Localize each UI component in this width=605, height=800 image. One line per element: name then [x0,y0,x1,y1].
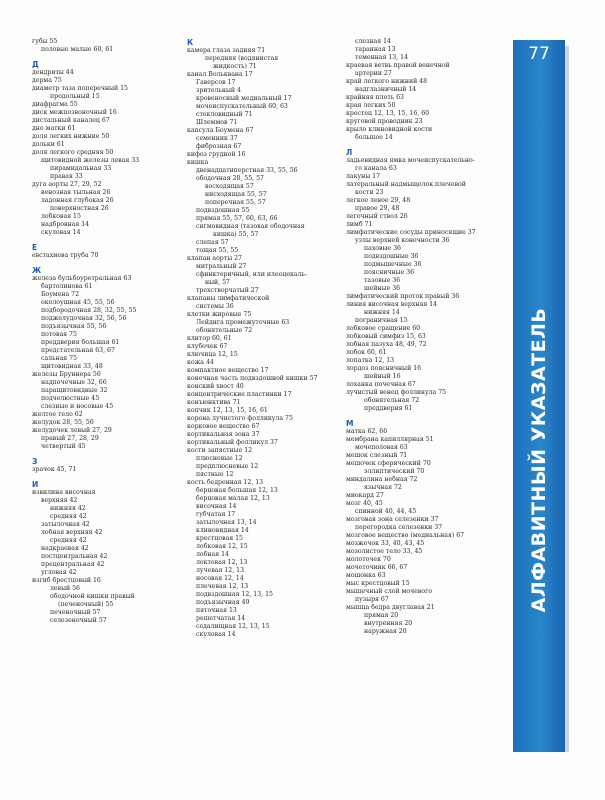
index-entry: венозная тыльная 26 [41,189,111,196]
index-entry: канал Вольквана 17 [187,71,253,78]
index-entry: берцовая малая 12, 13 [196,495,270,502]
index-entry: дендриты 44 [32,69,74,76]
index-entry: (печеночный) 55 [58,601,114,608]
index-entry: плюсневые 12 [196,455,243,462]
index-entry: подбородочная 28, 32, 55, 55 [41,307,137,314]
index-entry: мозг 40, 45 [346,500,383,507]
index-entry: артерии 27 [355,70,392,77]
index-letter-heading: К [187,38,194,47]
index-entry: мочеполовая 63 [355,444,408,451]
index-entry: большое 14 [355,134,393,141]
index-entry: лимфатический проток правый 36 [346,293,460,300]
index-entry: седалищная 12, 13, 15 [196,623,270,630]
index-entry: ладьевидная ямка мочеиспускательно- [346,157,475,164]
index-entry: лобковая 12, 15 [196,543,248,550]
index-entry: околоушная 45, 55, 56 [41,299,115,306]
index-entry: го канала 63 [355,165,397,172]
index-entry: латеральный надмыщелок плечевой [346,181,466,188]
index-entry: четвертый 45 [41,443,86,450]
index-entry: Лейдига промежуточные 63 [196,319,290,326]
index-entry: подвздошная 12, 13, 15 [196,591,273,598]
index-entry: клиновидная 14 [196,527,249,534]
section-title: АЛФАВИТНЫЙ УКАЗАТЕЛЬ [528,307,550,613]
index-entry: лучистый венец фолликула 75 [346,389,447,396]
index-entry: подмышечные 36 [364,261,422,268]
index-entry: крайняя плоть 63 [346,94,404,101]
index-entry: тазовые 36 [364,277,401,284]
index-entry: теменная 13, 14 [355,54,409,61]
index-entry: дерма 75 [32,77,62,84]
index-entry: пяточная 13 [196,607,237,614]
index-entry: слезные и носовые 45 [41,403,114,410]
index-letter-heading: З [32,457,38,466]
index-entry: доля легкого средняя 50 [32,149,114,156]
index-entry: лобная верхняя 42 [41,529,103,536]
index-entry: железы Бруннера 56 [32,371,101,378]
index-entry: диафрагма 55 [32,101,78,108]
index-entry: ладонная глубокая 26 [41,197,114,204]
index-entry: лимфатические сосуды приносящие 37 [346,229,476,236]
index-entry: ободочная 28, 55, 57 [196,175,264,182]
index-entry: трехстворчатый 27 [196,287,259,294]
index-entry: потовая 75 [41,331,77,338]
index-entry: кишка) 55, 57 [213,231,259,238]
index-entry: щитовидная 33, 48 [41,363,103,370]
index-entry: лобная 14 [196,551,229,558]
index-entry: наружная 20 [364,628,407,635]
index-entry: краевая ветвь правой венечной [346,62,450,69]
index-entry: железа бульбоуретральная 63 [32,275,132,282]
index-entry: мешок слезный 71 [346,452,408,459]
index-entry: поджелудочная 32, 56, 56 [41,315,127,322]
index-entry: внутренняя 20 [364,620,413,627]
index-entry: диаметр таза поперечный 15 [32,85,128,92]
index-entry: селезеночный 57 [50,617,107,624]
index-entry: клапан аорты 27 [187,255,242,262]
index-entry: края легких 50 [346,102,396,109]
index-entry: надкраевая 42 [41,545,89,552]
index-entry: сигмовидная (тазовая ободочная [196,223,305,230]
index-entry: подъязычная 55, 56 [41,323,107,330]
index-entry: преддверия большая 61 [41,339,120,346]
index-entry: пястные 12 [196,471,234,478]
index-entry: молоточек 70 [346,556,391,563]
index-entry: мешочек сферический 70 [346,460,431,467]
index-entry: обонятельная 72 [364,397,420,404]
index-entry: ключица 12, 15 [187,351,238,358]
index-entry: кожа 44 [187,359,214,366]
index-entry: желудок 28, 55, 56 [32,419,94,426]
index-entry: митральный 27 [196,263,247,270]
index-entry: затылочная 13, 14 [196,519,257,526]
index-entry: корковое вещество 67 [187,423,260,430]
index-entry: плечевая 12, 13 [196,583,249,590]
index-entry: лобная пазуха 48, 49, 72 [346,341,427,348]
index-entry: дно матки 61 [32,125,76,132]
index-entry: крыло клиновидной кости [346,126,433,133]
index-entry: преддверия 61 [364,405,413,412]
index-letter-heading: М [346,419,354,428]
index-entry: фиброзная 67 [196,143,242,150]
index-entry: конский хвост 40 [187,383,244,390]
index-entry: лучевая 12, 13 [196,567,245,574]
index-entry: губы 55 [32,38,58,45]
index-letter-heading: Д [32,60,39,69]
index-entry: средняя 42 [50,513,87,520]
index-entry: лобковая 15 [41,213,81,220]
index-entry: конъюнктива 71 [187,399,241,406]
index-entry: передняя (водянистая [205,55,279,62]
index-entry: миндалина небная 72 [346,476,418,483]
index-entry: продольный 15 [50,93,100,100]
index-entry: зрительный 4 [196,87,241,94]
index-entry: клетки жировые 75 [187,311,252,318]
index-entry: мембрана капиллярная 51 [346,436,434,443]
index-entry: мошонка 63 [346,572,386,579]
index-entry: матка 62, 66 [346,428,388,435]
index-entry: зрачок 45, 71 [32,466,77,473]
index-entry: пузыря 67 [355,596,389,603]
index-entry: кортикальный фолликул 37 [187,439,278,446]
index-entry: лобковый симфиз 15, 63 [346,333,426,340]
index-entry: линия височная верхняя 14 [346,301,438,308]
index-entry: скуловая 14 [196,631,236,638]
index-entry: нижняя 14 [364,309,400,316]
index-entry: лимб 71 [346,221,373,228]
index-entry: постцентральная 42 [41,553,108,560]
index-entry: слепая 57 [196,239,229,246]
index-entry: подъязычная 49 [196,599,250,606]
index-entry: узлы верхней конечности 36 [355,237,450,244]
index-entry: бартолинова 61 [41,283,93,290]
index-entry: пограничная 15 [355,317,408,324]
index-entry: ободочной кишки правый [50,593,135,600]
index-letter-heading: Е [32,243,38,252]
index-entry: слезная 14 [355,38,391,45]
index-letter-heading: Л [346,148,353,157]
index-entry: прямая 20 [364,612,399,619]
index-entry: паращитовидные 32 [41,387,108,394]
index-entry: губчатая 17 [196,511,236,518]
index-entry: кишка [187,159,209,166]
index-entry: височная 14 [196,503,237,510]
index-entry: лоханка почечная 67 [346,381,416,388]
page-number: 77 [528,44,550,64]
index-letter-heading: И [32,480,39,489]
index-entry: мозжечок 33, 40, 43, 45 [346,540,425,547]
index-letter-heading: Ж [32,266,42,275]
index-entry: лакуны 17 [346,173,381,180]
index-entry: извилина височная [32,489,96,496]
index-entry: тощая 55, 55 [196,247,239,254]
index-entry: легкое левое 29, 48 [346,197,411,204]
index-entry: подвздошные 36 [364,253,419,260]
index-entry: поясничные 36 [364,269,415,276]
index-entry: восходящая 57 [205,183,254,190]
index-entry: сфинктеричный, или илеоцекаль- [196,271,307,278]
index-entry: концентрические пластинки 17 [187,391,292,398]
index-entry: двенадцатиперстная 33, 55, 56 [196,167,298,174]
index-entry: клапаны лимфатической [187,295,270,302]
index-entry: лобковое сращение 60 [346,325,421,332]
index-entry: пирамидальная 33 [50,165,112,172]
sidebar-band-shadow [565,46,569,752]
index-entry: лопатка 12, 13 [346,357,395,364]
index-entry: прямая 55, 57, 60, 63, 66 [196,215,278,222]
index-entry: диск межпозвоночный 16 [32,109,117,116]
index-entry: жидкость) 71 [213,63,257,70]
index-entry: клубочек 67 [187,343,228,350]
index-entry: берцовая большая 12, 13 [196,487,278,494]
index-entry: конечная часть подвздошной кишки 57 [187,375,318,382]
index-entry: подвздошная 55 [196,207,250,214]
index-entry: предстательная 63, 67 [41,347,115,354]
index-entry: нисходящая 55, 57 [205,191,267,198]
index-entry: желудочек левый 27, 29 [32,427,112,434]
index-entry: легочный ствол 26 [346,213,408,220]
index-entry: стекловидный 71 [196,111,253,118]
index-entry: кости запястные 12 [187,447,253,454]
index-entry: системы 36 [196,303,234,310]
index-entry: надбровная 14 [41,221,90,228]
index-entry: левый 56 [50,585,80,592]
index-entry: мочеточник 66, 67 [346,564,408,571]
index-entry: спинной 40, 44, 45 [355,508,417,515]
index-entry: печеночный 57 [50,609,101,616]
index-entry: крестец 12, 13, 15, 16, 60 [346,110,430,117]
index-entry: Шлеммов 71 [196,119,238,126]
index-entry: компактное вещество 17 [187,367,269,374]
index-entry: обонятельные 72 [196,327,253,334]
index-entry: клитор 60, 61 [187,335,232,342]
index-entry: мозолистое тело 33, 45 [346,548,423,555]
index-entry: Боумена 72 [41,291,80,298]
index-entry: эллиптический 70 [364,468,425,475]
index-entry: прецентральная 42 [41,561,105,568]
index-entry: шейные 36 [364,285,401,292]
index-entry: предплюсневые 12 [196,463,259,470]
index-entry: миокард 27 [346,492,384,499]
index-entry: затылочная 42 [41,521,90,528]
index-entry: копчик 12, 13, 15, 16, 61 [187,407,268,414]
index-entry: мозговое вещество (медиальная) 67 [346,532,465,539]
index-entry: кость бедренная 12, 13 [187,479,264,486]
index-entry: носовая 12, 14 [196,575,244,582]
index-entry: щитовидной железы левая 33 [41,157,140,164]
index-entry: камера глаза задняя 71 [187,47,266,54]
index-entry: лордоз поясничный 16 [346,365,422,372]
index-entry: желтое тело 62 [32,411,83,418]
index-entry: правый 27, 28, 29 [41,435,99,442]
index-entry: дуга аорты 27, 29, 52 [32,181,102,188]
index-entry: кортикальная зона 37 [187,431,260,438]
index-entry: изгиб брестцовый 16 [32,577,101,584]
index-entry: мочеиспускательный 60, 63 [196,103,288,110]
index-entry: таранная 13 [355,46,396,53]
index-entry: Гаверсов 17 [196,79,236,86]
index-entry: средняя 42 [50,537,87,544]
index-entry: мозговая зона селезенки 37 [346,516,439,523]
index-column-2 [187,38,340,639]
index-entry: надглазничный 14 [355,86,417,93]
index-entry: верхняя 42 [41,497,78,504]
index-entry: паховые 36 [364,245,401,252]
index-entry: правое 29, 48 [355,205,400,212]
index-entry: шейный 16 [364,373,401,380]
index-entry: круговой проводник 23 [346,118,423,125]
index-entry: скуловая 14 [41,229,81,236]
index-entry: решетчатая 14 [196,615,246,622]
index-entry: половые малые 60, 61 [41,46,114,53]
index-entry: дистальный каналец 67 [32,117,110,124]
index-entry: кости 23 [355,189,384,196]
index-entry: крестцовая 15 [196,535,243,542]
index-entry: перегородка селезенки 37 [355,524,443,531]
index-entry: мышца бедра двуглавая 21 [346,604,435,611]
index-entry: край легкого нижний 48 [346,78,428,85]
index-entry: локтевая 12, 13 [196,559,248,566]
index-entry: семенник 37 [196,135,238,142]
index-entry: угловая 42 [41,569,77,576]
index-entry: правая 33 [50,173,83,180]
index-entry: сальная 75 [41,355,78,362]
index-entry: лобок 60, 61 [346,349,387,356]
index-entry: поверхностная 26 [50,205,109,212]
index-entry: мышечный слой мочевого [346,588,433,595]
index-entry: поперечная 55, 57 [205,199,266,206]
index-entry: дольки 61 [32,141,65,148]
index-entry: кифоз грудной 16 [187,151,246,158]
index-entry: мыс крестцовый 15 [346,580,410,587]
index-entry: капсула Боумена 67 [187,127,254,134]
index-entry: кровеносный медиальный 17 [196,95,292,102]
index-column-1 [32,38,177,625]
index-entry: корона лучистого фолликула 75 [187,415,293,422]
index-entry: доля легких нижние 50 [32,133,110,140]
index-entry: язычная 72 [364,484,402,491]
index-entry: ный, 57 [205,279,230,286]
index-entry: нижняя 42 [50,505,86,512]
index-entry: подчелюстные 45 [41,395,100,402]
index-column-3 [346,38,504,636]
index-entry: евстахиева труба 70 [32,252,99,259]
index-entry: надпочечные 32, 66 [41,379,107,386]
